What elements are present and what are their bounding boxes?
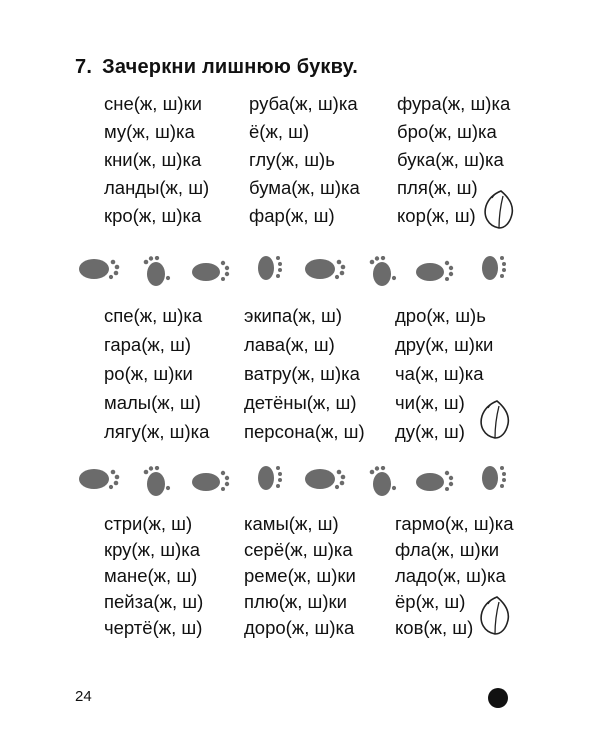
word-item[interactable]: фла(ж, ш)ки (395, 539, 500, 560)
dot-marker (488, 688, 508, 708)
word-item[interactable]: фура(ж, ш)ка (397, 93, 511, 114)
paw-print-icon (190, 466, 236, 496)
word-item[interactable]: кор(ж, ш) (397, 205, 476, 226)
word-item[interactable]: ков(ж, ш) (395, 617, 474, 638)
word-item[interactable]: персона(ж, ш) (244, 421, 365, 442)
word-item[interactable]: гармо(ж, ш)ка (395, 513, 514, 534)
word-item[interactable]: реме(ж, ш)ки (244, 565, 356, 586)
word-item[interactable]: фар(ж, ш) (249, 205, 335, 226)
word-item[interactable]: чертё(ж, ш) (104, 617, 203, 638)
word-item[interactable]: лава(ж, ш) (244, 334, 335, 355)
word-item[interactable]: чи(ж, ш) (395, 392, 465, 413)
page-number: 24 (75, 688, 92, 705)
paw-print-icon (478, 252, 508, 286)
word-item[interactable]: кру(ж, ш)ка (104, 539, 201, 560)
paw-print-icon (414, 256, 460, 286)
exercise-number: 7. (75, 56, 93, 78)
exercise-title (75, 56, 358, 79)
word-item[interactable]: ёр(ж, ш) (395, 591, 466, 612)
word-row (0, 302, 600, 330)
word-item[interactable]: серё(ж, ш)ка (244, 539, 353, 560)
word-item[interactable]: бума(ж, ш)ка (249, 177, 360, 198)
paw-print-icon (190, 256, 236, 286)
word-item[interactable]: руба(ж, ш)ка (249, 93, 358, 114)
paw-print-icon (254, 462, 284, 496)
leaf-icon (480, 188, 518, 230)
paw-print-icon (302, 464, 352, 494)
word-item[interactable]: кро(ж, ш)ка (104, 205, 202, 226)
paw-print-icon (254, 252, 284, 286)
paw-print-icon (140, 466, 176, 500)
word-item[interactable]: кни(ж, ш)ка (104, 149, 202, 170)
exercise-instruction: Зачеркни лишнюю букву. (102, 56, 358, 78)
word-item[interactable]: детёны(ж, ш) (244, 392, 357, 413)
word-item[interactable]: экипа(ж, ш) (244, 305, 342, 326)
leaf-icon (476, 398, 514, 440)
word-item[interactable]: гара(ж, ш) (104, 334, 192, 355)
word-item[interactable]: пля(ж, ш) (397, 177, 478, 198)
paw-print-icon (76, 254, 126, 284)
paw-print-icon (302, 254, 352, 284)
word-item[interactable]: спе(ж, ш)ка (104, 305, 203, 326)
word-item[interactable]: ро(ж, ш)ки (104, 363, 193, 384)
paw-print-icon (478, 462, 508, 496)
word-item[interactable]: ду(ж, ш) (395, 421, 465, 442)
word-item[interactable]: пейза(ж, ш) (104, 591, 204, 612)
word-item[interactable]: ча(ж, ш)ка (395, 363, 484, 384)
word-item[interactable]: бро(ж, ш)ка (397, 121, 497, 142)
paw-print-icon (366, 256, 402, 290)
word-item[interactable]: дро(ж, ш)ь (395, 305, 486, 326)
leaf-icon (476, 594, 514, 636)
word-item[interactable]: малы(ж, ш) (104, 392, 201, 413)
word-item[interactable]: мане(ж, ш) (104, 565, 198, 586)
word-item[interactable]: сне(ж, ш)ки (104, 93, 203, 114)
word-item[interactable]: ланды(ж, ш) (104, 177, 210, 198)
paw-print-icon (414, 466, 460, 496)
word-item[interactable]: стри(ж, ш) (104, 513, 193, 534)
paw-print-icon (366, 466, 402, 500)
word-item[interactable]: ладо(ж, ш)ка (395, 565, 506, 586)
word-item[interactable]: лягу(ж, ш)ка (104, 421, 210, 442)
paw-prints-divider (0, 250, 600, 290)
word-row (0, 146, 600, 174)
word-row (0, 562, 600, 590)
word-item[interactable]: дру(ж, ш)ки (395, 334, 494, 355)
word-item[interactable]: доро(ж, ш)ка (244, 617, 355, 638)
word-item[interactable]: глу(ж, ш)ь (249, 149, 335, 170)
word-row (0, 510, 600, 538)
word-row (0, 360, 600, 388)
word-item[interactable]: му(ж, ш)ка (104, 121, 195, 142)
word-item[interactable]: камы(ж, ш) (244, 513, 339, 534)
word-item[interactable]: плю(ж, ш)ки (244, 591, 347, 612)
word-row (0, 90, 600, 118)
paw-print-icon (140, 256, 176, 290)
word-item[interactable]: бука(ж, ш)ка (397, 149, 504, 170)
word-row (0, 536, 600, 564)
word-item[interactable]: ватру(ж, ш)ка (244, 363, 360, 384)
word-row (0, 118, 600, 146)
paw-print-icon (76, 464, 126, 494)
paw-prints-divider (0, 460, 600, 500)
word-item[interactable]: ё(ж, ш) (249, 121, 310, 142)
word-row (0, 331, 600, 359)
